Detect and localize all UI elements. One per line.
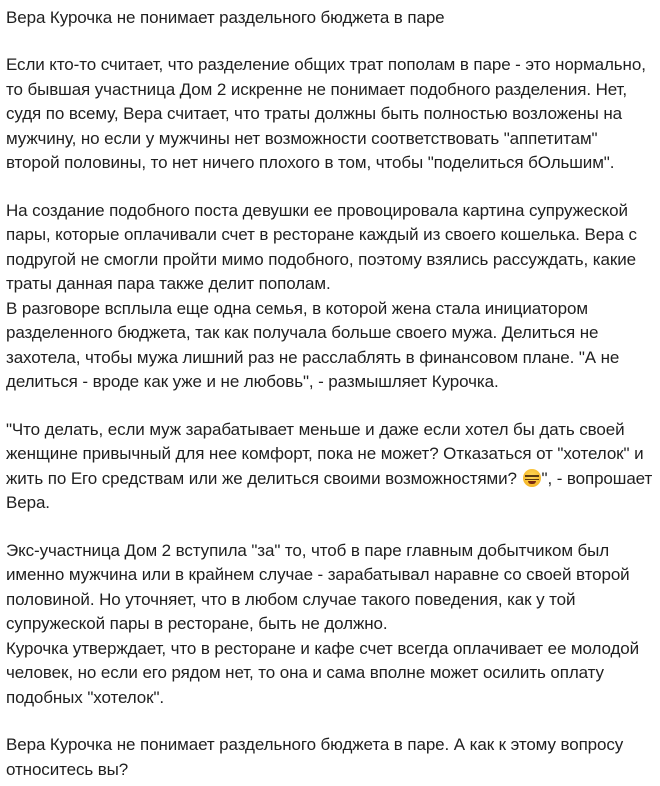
paragraph-intro: Если кто-то считает, что разделение общих трат пополам в паре - это нормально, то бывшая участница Дом 2 искренне не понимает подобного разделения. Нет, судя по всему, Вера считает, что траты должны быть полностью возложены на мужчину, но если у мужчины нет возможности соответствовать "аппетитам" второй половины, то нет ничего плохого в том, чтобы "поделиться бОльшим". [6,55,646,172]
paragraph-opinion: Экс-участница Дом 2 вступила "за" то, чтоб в паре главным добытчиком был именно мужчина или в крайнем случае - зарабатывал наравне со своей второй половиной. Но уточняет, что в любом случае такого поведения, как у той супружеской пары в ресторане, быть не должно. [6,540,630,633]
quote-text-after: ", - вопрошает Вера. [6,468,653,512]
paragraph-restaurant: На создание подобного поста девушки ее провоцировала картина супружеской пары, которые оплачивали счет в ресторане каждый из своего кошелька. Вера с подругой не смогли пройти мимо подобного, поэтому взялись рассуждать, какие траты данная пара также делит пополам. [6,200,637,293]
article-title: Вера Курочка не понимает раздельного бюджета в паре [6,8,445,27]
paragraph-payment: Курочка утверждает, что в ресторане и кафе счет всегда оплачивает ее молодой человек, но если его рядом нет, то она и сама вполне может осилить оплату подобных "хотелок". [6,638,640,707]
quote-text-before: "Что делать, если муж зарабатывает меньше и даже если хотел бы дать своей женщине привычный для нее комфорт, пока не может? Отказаться от "хотелок" и жить по Его средствам или же делиться своими возможностями? [6,419,644,488]
paragraph-closing: Вера Курочка не понимает раздельного бюджета в паре. А как к этому вопросу относитесь вы? [6,735,624,779]
spacer [6,516,654,539]
spacer [6,30,654,53]
spacer [6,710,654,733]
paragraph-quote [6,418,654,516]
paragraph-family: В разговоре всплыла еще одна семья, в которой жена стала инициатором разделенного бюджета, так как получала больше своего мужа. Делиться не захотела, чтобы мужа лишний раз не расслаблять в финансовом плане. "А не делиться - вроде как уже и не любовь", - размышляет Курочка. [6,298,620,391]
nerd-face-emoji-icon [523,469,541,487]
spacer [6,176,654,199]
spacer [6,395,654,418]
